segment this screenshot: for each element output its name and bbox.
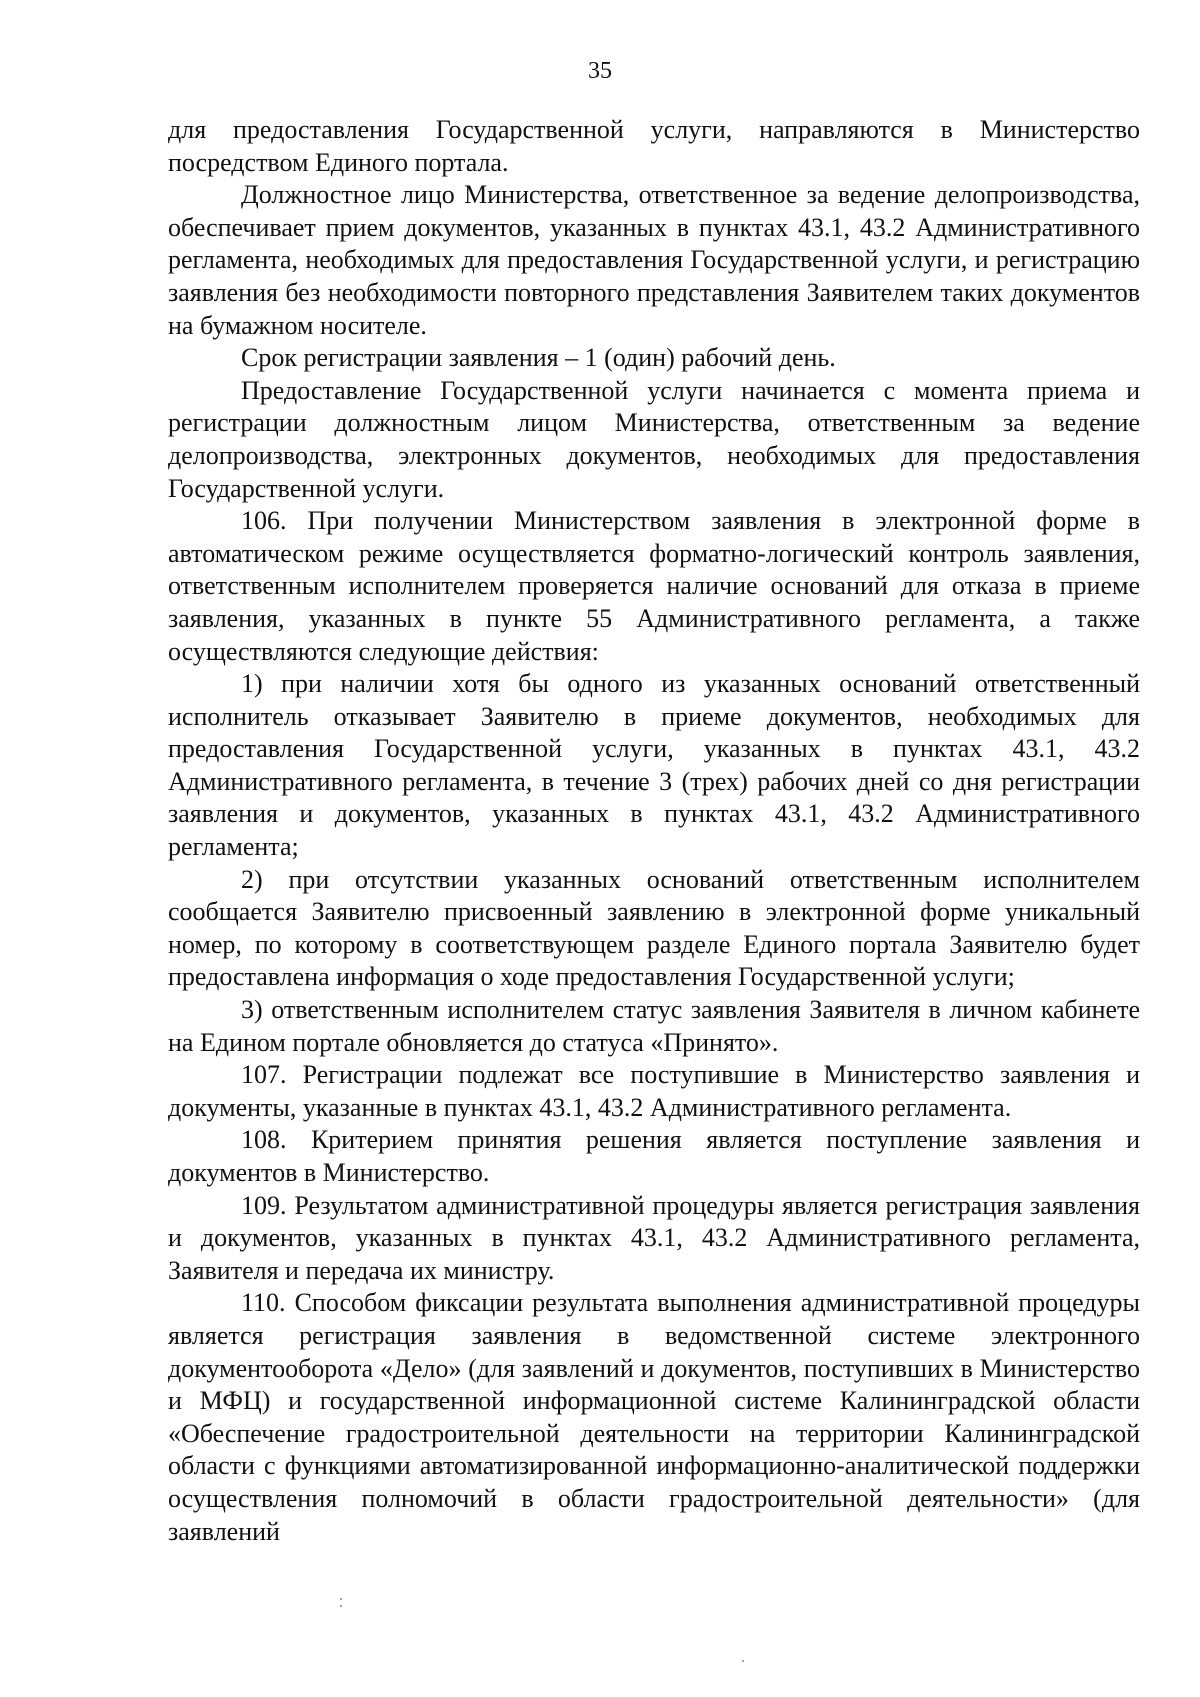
scan-speck [340, 1605, 342, 1607]
paragraph-106: 106. При получении Министерством заявления в электронной форме в автоматическом режиме осуществляется форматно-логический контроль заявления, ответственным исполнителем проверяется наличие оснований для отказа в приеме заявления, указанных в пункте 55 Административного регламента, а также осуществляются следующие действия: [168, 506, 1140, 666]
paragraph-108: 108. Критерием принятия решения является поступление заявления и документов в Министерство. [168, 1125, 1140, 1187]
scan-speck [340, 1598, 342, 1600]
paragraph-service-start: Предоставление Государственной услуги начинается с момента приема и регистрации должностным лицом Министерства, ответственным за ведение делопроизводства, электронных документов, необходимых для предоставления Государственной услуги. [168, 375, 1140, 503]
paragraph-106-item-2: 2) при отсутствии указанных оснований ответственным исполнителем сообщается Заявителю присвоенный заявлению в электронной форме уникальный номер, по которому в соответствующем разделе Единого портала Заявителю будет предоставлена информация о ходе предоставления Государственной услуги; [168, 864, 1140, 992]
paragraph-official-duties: Должностное лицо Министерства, ответственное за ведение делопроизводства, обеспечивает прием документов, указанных в пунктах 43.1, 43.2 Административного регламента, необходимых для предоставления Государственной услуги, и регистрацию заявления без необходимости повторного представления Заявителем таких документов на бумажном носителе. [168, 180, 1140, 340]
paragraph-registration-term: Срок регистрации заявления – 1 (один) рабочий день. [241, 343, 836, 373]
paragraph-110: 110. Способом фиксации результата выполнения административной процедуры является регистрация заявления в ведомственной системе электронного документооборота «Дело» (для заявлений и документов, поступивших в Министерство и МФЦ) и государственной информационной системе Калининградской области «Обеспечение градостроительной деятельности на территории Калининградской области с функциями автоматизированной информационно-аналитической поддержки осуществления полномочий в области градостроительной деятельности» (для заявлений [168, 1288, 1140, 1546]
paragraph-continuation: для предоставления Государственной услуги, направляются в Министерство посредством Единого портала. [168, 115, 1140, 177]
paragraph-107: 107. Регистрации подлежат все поступившие в Министерство заявления и документы, указанные в пунктах 43.1, 43.2 Административного регламента. [168, 1060, 1140, 1122]
scan-speck [742, 1660, 744, 1662]
document-body [168, 114, 1140, 1548]
paragraph-106-item-3: 3) ответственным исполнителем статус заявления Заявителя в личном кабинете на Едином портале обновляется до статуса «Принято». [168, 995, 1140, 1057]
paragraph-109: 109. Результатом административной процедуры является регистрация заявления и документов, указанных в пунктах 43.1, 43.2 Административного регламента, Заявителя и передача их министру. [168, 1190, 1140, 1285]
paragraph-106-item-1: 1) при наличии хотя бы одного из указанных оснований ответственный исполнитель отказывает Заявителю в приеме документов, необходимых для предоставления Государственной услуги, указанных в пунктах 43.1, 43.2 Административного регламента, в течение 3 (трех) рабочих дней со дня регистрации заявления и документов, указанных в пунктах 43.1, 43.2 Административного регламента; [168, 669, 1140, 862]
page-number: 35 [588, 58, 612, 84]
